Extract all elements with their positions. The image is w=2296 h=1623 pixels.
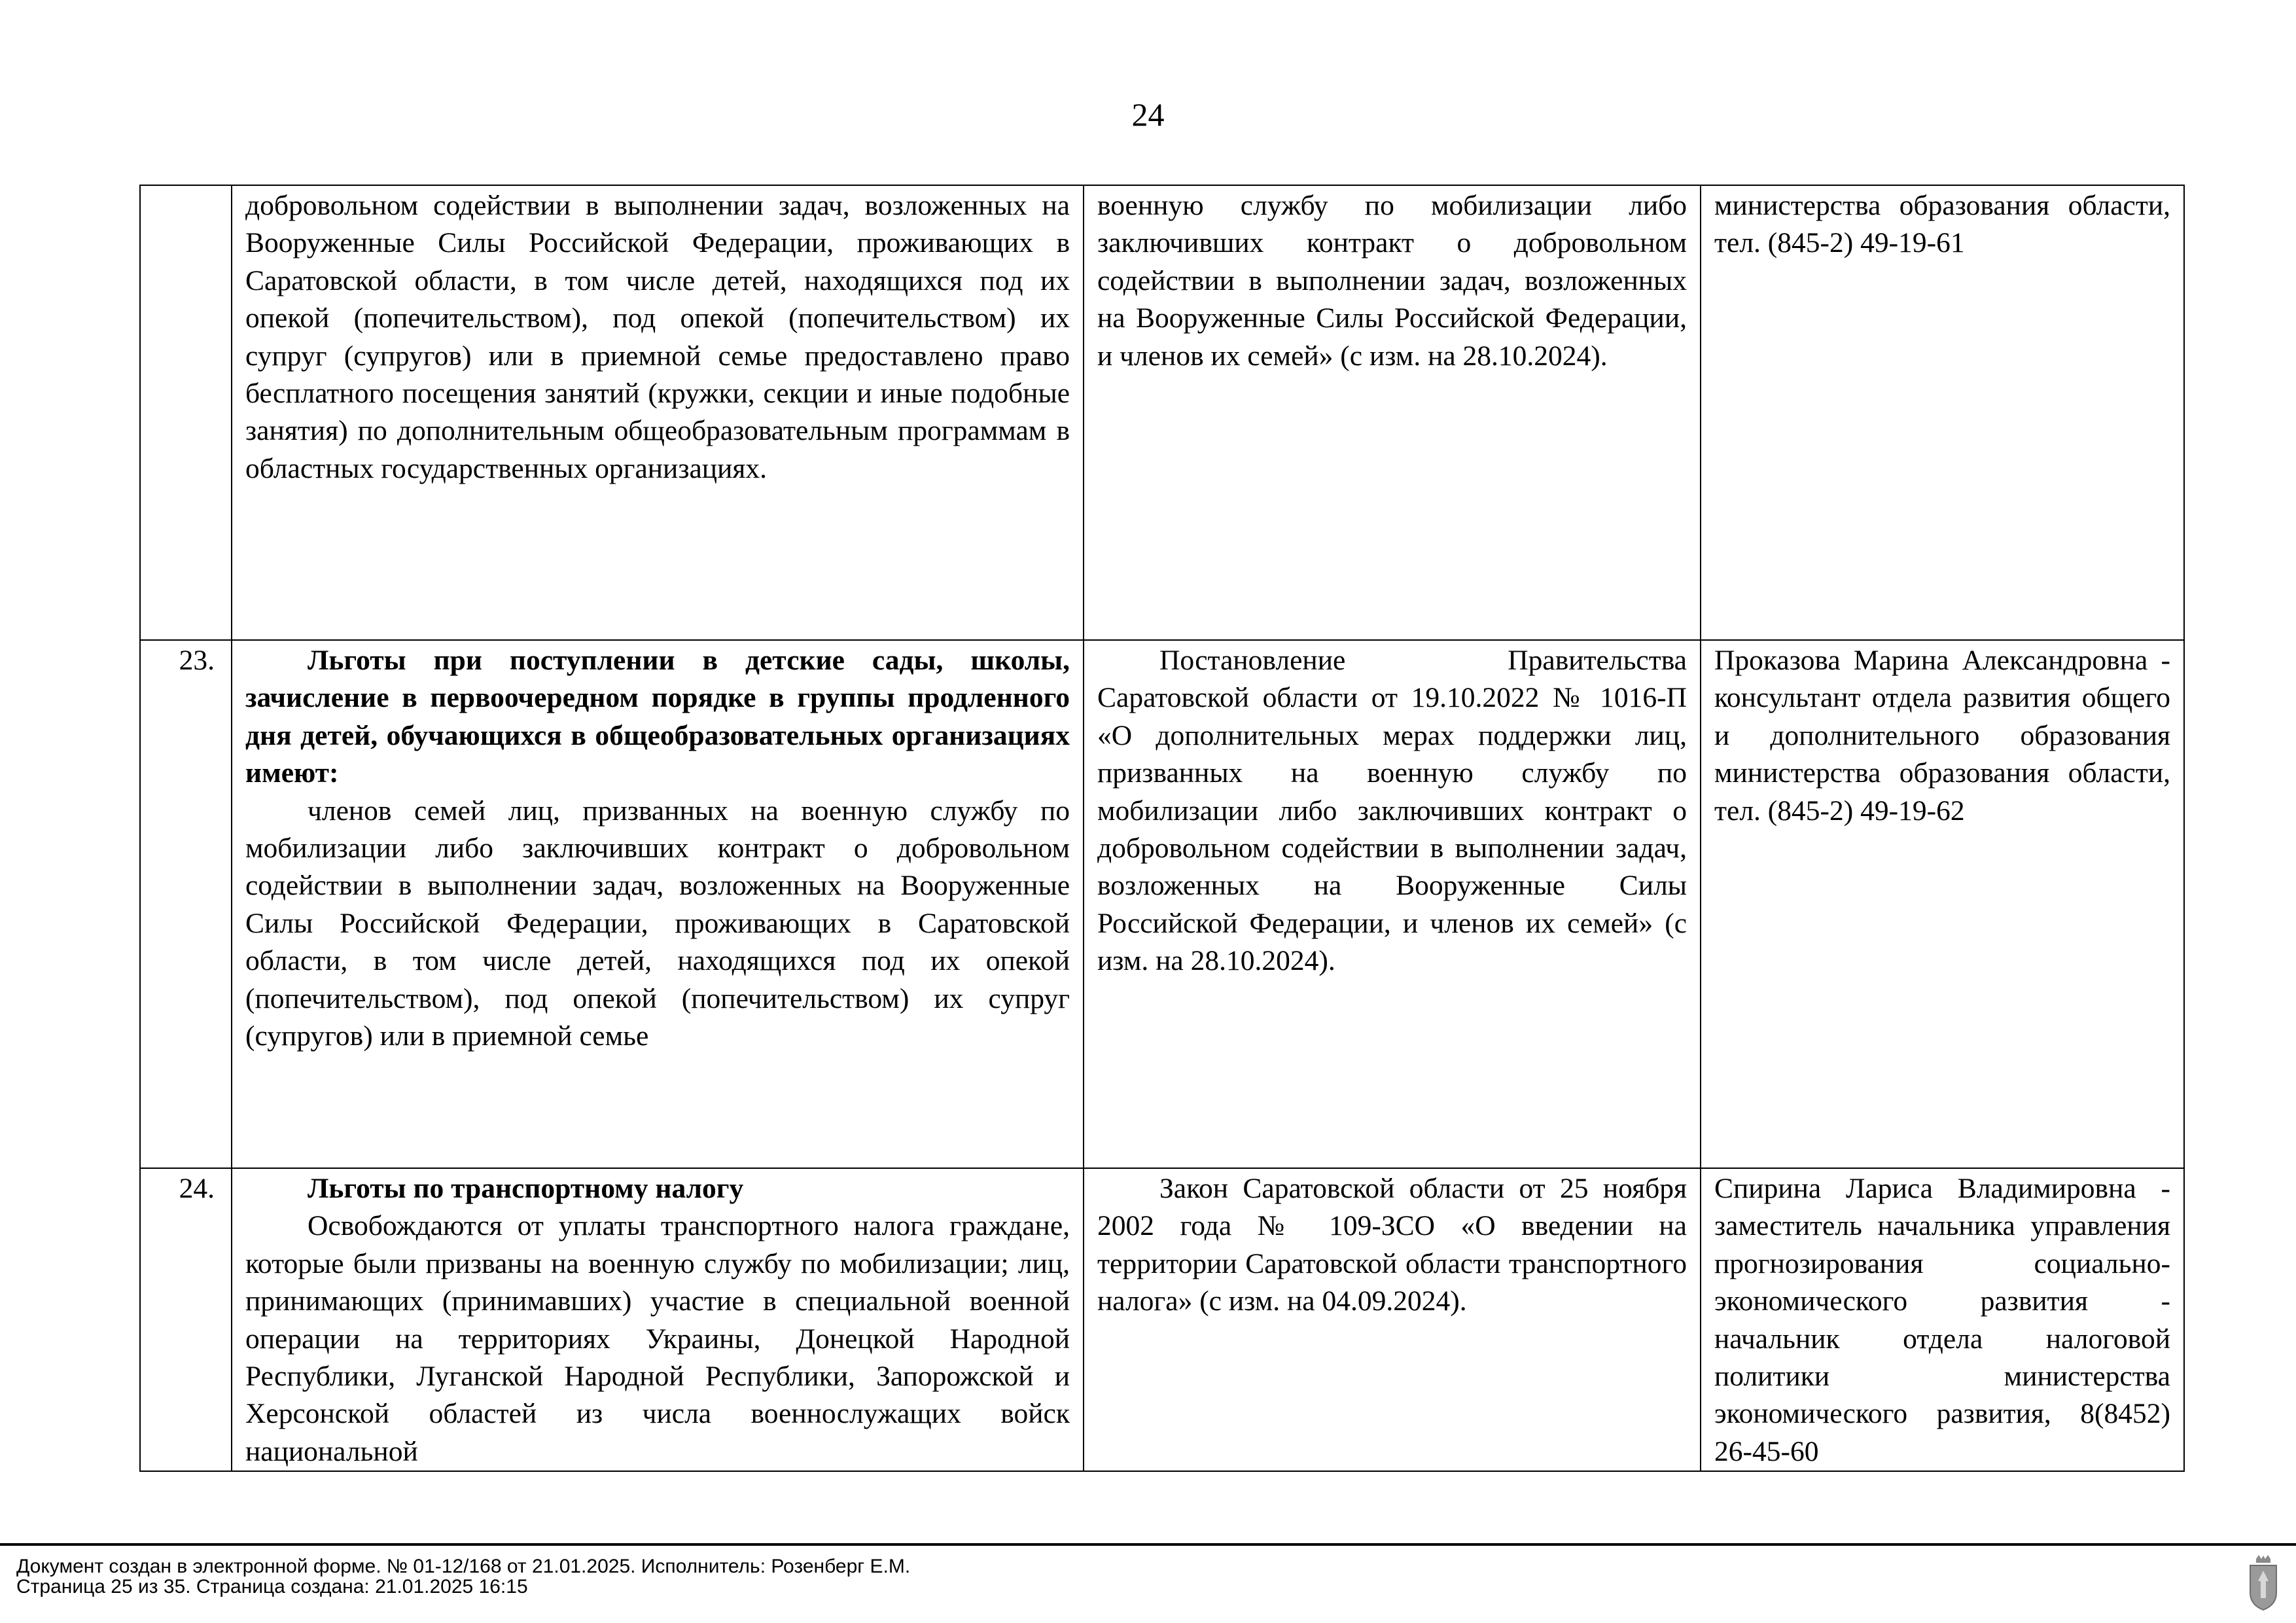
legal-basis-cell [1084,1168,1701,1471]
benefit-cell [232,1168,1084,1471]
row-number: 23. [140,640,232,1168]
benefit-cell [232,640,1084,1168]
coat-of-arms-icon [2247,1555,2280,1611]
row-number: 24. [140,1168,232,1471]
footer-text [16,1556,910,1597]
contact-text: министерства образования области, тел. (845-2) 49-19-61 [1714,190,2170,259]
document-footer [0,1543,2296,1623]
benefit-text: членов семей лиц, призванных на военную службу по мобилизации либо заключивших контракт о добровольном содействии в выполнении задач, возложенных на Вооруженные Силы Российской Федерации, проживающих в Саратовской области, в том числе детей, находящихся под их опекой (попечительством), под опекой (попечительством) их супруг (супругов) или в приемной семье [245,794,1070,1052]
legal-basis-text: Постановление Правительства Саратовской области от 19.10.2022 № 1016-П «О дополнительных мерах поддержки лиц, призванных на военную службу по мобилизации либо заключивших контракт о добровольном содействии в выполнении задач, возложенных на Вооруженные Силы Российской Федерации, и членов их семей» (с изм. на 28.10.2024). [1097,645,1687,977]
row-number [140,185,232,640]
benefits-table [139,185,2185,1472]
benefit-heading: Льготы по транспортному налогу [308,1173,744,1204]
legal-basis-cell [1084,185,1701,640]
contact-cell [1701,185,2184,640]
legal-basis-cell [1084,640,1701,1168]
contact-cell [1701,640,2184,1168]
footer-line-page: Страница 25 из 35. Страница создана: 21.01.2025 16:15 [16,1576,528,1597]
contact-text: Проказова Марина Александровна - консультант отдела развития общего и дополнительного образования министерства образования области, тел. (845-2) 49-19-62 [1714,645,2170,827]
benefit-text: Освобождаются от уплаты транспортного налога граждане, которые были призваны на военную службу по мобилизации; лиц, принимающих (принимавших) участие в специальной военной операции на территориях Украины, Донецкой Народной Республики, Луганской Народной Республики, Запорожской и Херсонской областей из числа военнослужащих войск национальной [245,1210,1070,1467]
table-row [140,640,2184,1168]
benefit-text: добровольном содействии в выполнении задач, возложенных на Вооруженные Силы Российской Федерации, проживающих в Саратовской области, в том числе детей, находящихся под их опекой (попечительством), под опекой (попечительством) их супруг (супругов) или в приемной семье предоставлено право бесплатного посещения занятий (кружки, секции и иные подобные занятия) по дополнительным общеобразовательным программам в областных государственных организациях. [245,190,1070,484]
legal-basis-text: военную службу по мобилизации либо заключивших контракт о добровольном содействии в выполнении задач, возложенных на Вооруженные Силы Российской Федерации, и членов их семей» (с изм. на 28.10.2024). [1097,190,1687,372]
footer-line-document: Документ создан в электронной форме. № 01-12/168 от 21.01.2025. Исполнитель: Розенберг Е.М. [16,1556,911,1577]
legal-basis-text: Закон Саратовской области от 25 ноября 2002 года № 109-ЗСО «О введении на территории Саратовской области транспортного налога» (с изм. на 04.09.2024). [1097,1173,1687,1317]
contact-cell [1701,1168,2184,1471]
contact-text: Спирина Лариса Владимировна - заместитель начальника управления прогнозирования социально-экономического развития - начальник отдела налоговой политики министерства экономического развития, 8(8452) 26-45-60 [1714,1173,2170,1467]
page-number: 24 [1131,96,1165,133]
benefit-heading: Льготы при поступлении в детские сады, школы, зачисление в первоочередном порядке в группы продленного дня детей, обучающихся в общеобразовательных организациях имеют: [245,645,1070,789]
table-row [140,1168,2184,1471]
benefit-cell [232,185,1084,640]
table-row [140,185,2184,640]
